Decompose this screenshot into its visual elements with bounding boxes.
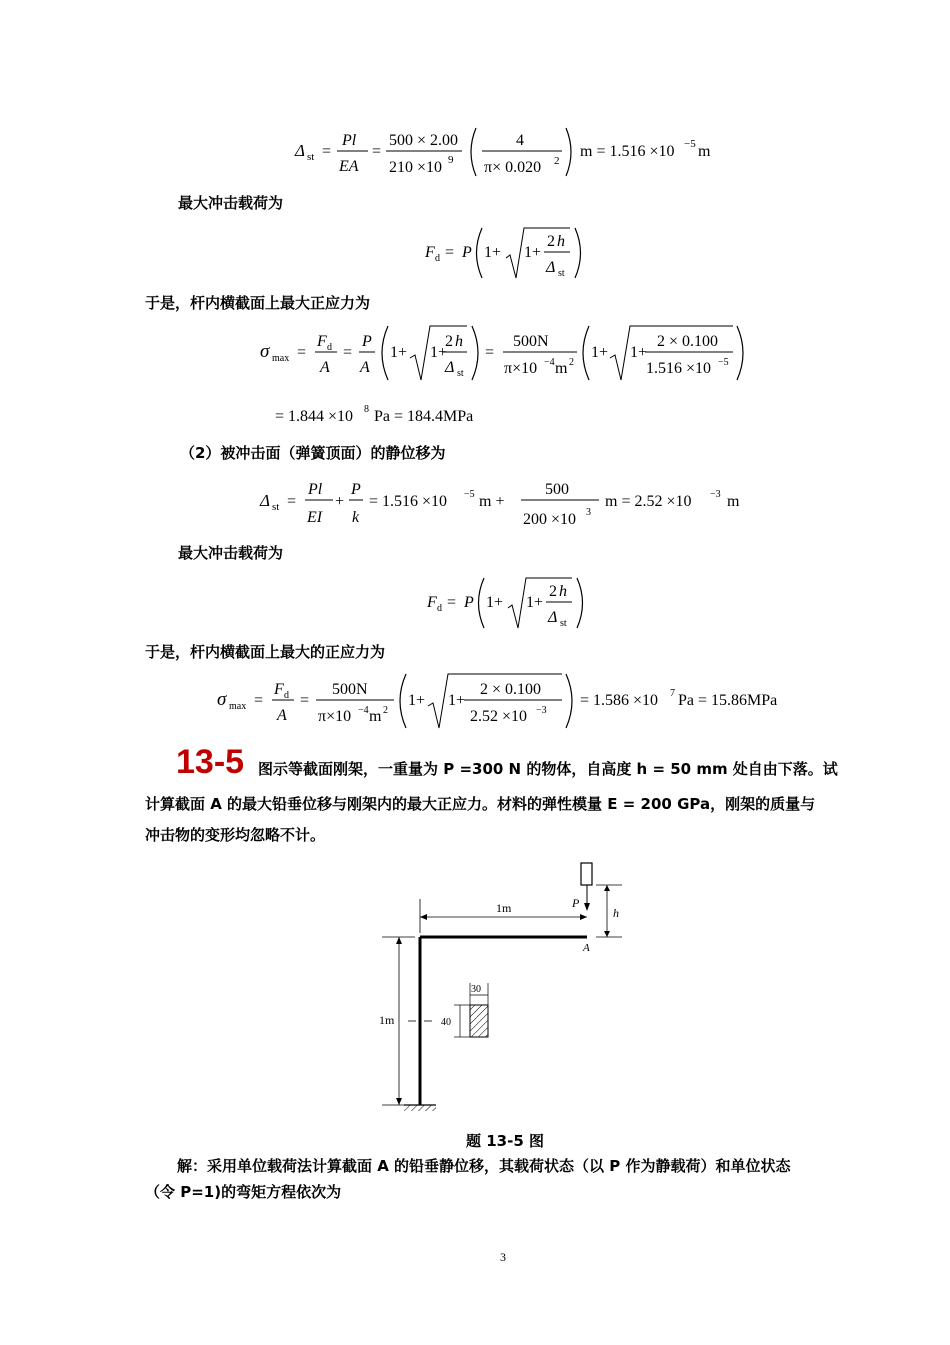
svg-text:Δ: Δ [548, 609, 558, 626]
svg-text:Δ: Δ [445, 359, 455, 376]
stress-intro-1: 于是，杆内横截面上最大正应力为 [145, 294, 371, 312]
svg-text:−3: −3 [710, 489, 721, 500]
solution-line-1: 解：采用单位载荷法计算截面 A 的铅垂静位移，其载荷状态（以 P 作为静载荷）和单位状态 [177, 1157, 791, 1175]
problem-statement-line-3: 冲击物的变形均忽略不计。 [145, 826, 326, 844]
svg-text:=: = [254, 692, 264, 709]
svg-text:2 × 0.100: 2 × 0.100 [480, 681, 542, 698]
svg-text:1+: 1+ [524, 244, 542, 261]
solution-line-2: （令 P=1)的弯矩方程依次为 [145, 1183, 342, 1201]
svg-text:Δ: Δ [295, 141, 305, 160]
svg-text:500N: 500N [332, 681, 368, 698]
svg-text:210 ×10: 210 ×10 [389, 159, 443, 176]
svg-text:h: h [557, 233, 565, 250]
svg-text:1+: 1+ [430, 344, 448, 361]
formula-max-impact-load-2 [422, 572, 592, 634]
svg-text:4: 4 [516, 132, 524, 149]
svg-text:2: 2 [549, 583, 557, 600]
problem-number: 13-5 [176, 743, 245, 781]
max-load-label-2: 最大冲击载荷为 [178, 544, 284, 562]
svg-text:h: h [455, 333, 463, 350]
svg-text:P: P [362, 333, 372, 350]
svg-text:1+: 1+ [630, 344, 648, 361]
label-A: A [583, 942, 590, 954]
svg-text:9: 9 [448, 154, 454, 166]
label-1m-left: 1m [379, 1013, 395, 1027]
svg-text:−5: −5 [684, 138, 696, 150]
svg-text:=: = [447, 594, 457, 611]
label-P: P [572, 896, 580, 910]
svg-text:m = 2.52 ×10: m = 2.52 ×10 [605, 493, 692, 510]
svg-text:−4: −4 [544, 357, 555, 368]
svg-text:8: 8 [364, 404, 369, 415]
svg-text:7: 7 [670, 688, 675, 699]
svg-text:500: 500 [545, 481, 569, 498]
svg-text:1+: 1+ [408, 692, 426, 709]
svg-text:+: + [335, 493, 345, 510]
svg-text:EA: EA [339, 158, 359, 175]
svg-text:m: m [369, 708, 382, 725]
svg-text:m: m [698, 143, 711, 160]
svg-text:k: k [352, 509, 360, 526]
svg-text:−4: −4 [358, 705, 369, 716]
svg-text:A: A [360, 359, 370, 376]
svg-text:500N: 500N [513, 333, 549, 350]
svg-text:1+: 1+ [591, 344, 609, 361]
svg-text:A: A [277, 707, 287, 724]
svg-text:1.516 ×10: 1.516 ×10 [646, 360, 712, 377]
svg-text:1+: 1+ [486, 594, 504, 611]
svg-text:2.52 ×10: 2.52 ×10 [470, 708, 528, 725]
svg-text:π×10: π×10 [504, 360, 538, 377]
svg-text:1+: 1+ [526, 594, 544, 611]
svg-text:d: d [435, 253, 440, 264]
svg-text:st: st [558, 268, 565, 279]
svg-text:=: = [372, 143, 382, 160]
fixed-support-icon [404, 1105, 436, 1111]
problem-statement-line-2: 计算截面 A 的最大铅垂位移与刚架内的最大正应力。材料的弹性模量 E = 200 GPa，刚架的质量与 [145, 795, 816, 813]
svg-text:A: A [320, 359, 330, 376]
svg-text:F: F [427, 594, 437, 611]
max-load-label-1: 最大冲击载荷为 [178, 194, 284, 212]
svg-text:Δ: Δ [546, 259, 556, 276]
label-1m-top: 1m [496, 901, 512, 915]
formula-max-impact-load-1 [420, 222, 590, 284]
svg-text:d: d [284, 690, 289, 701]
svg-text:1+: 1+ [448, 692, 466, 709]
svg-text:2: 2 [383, 705, 388, 716]
svg-text:π×10: π×10 [318, 708, 352, 725]
svg-text:2: 2 [547, 233, 555, 250]
svg-text:−5: −5 [718, 357, 729, 368]
svg-text:F: F [274, 681, 284, 698]
label-h: h [613, 906, 619, 920]
formula-max-stress-1-result [270, 400, 540, 430]
svg-text:=: = [322, 143, 332, 160]
svg-text:1+: 1+ [484, 244, 502, 261]
svg-text:2: 2 [554, 155, 560, 167]
part2-intro: （2）被冲击面（弹簧顶面）的静位移为 [180, 444, 446, 462]
svg-text:m = 1.516 ×10: m = 1.516 ×10 [580, 143, 675, 160]
svg-text:2 × 0.100: 2 × 0.100 [657, 333, 719, 350]
svg-text:m: m [727, 493, 740, 510]
figure-caption: 题 13-5 图 [466, 1132, 544, 1150]
svg-text:P: P [351, 481, 361, 498]
svg-text:Pa = 184.4MPa: Pa = 184.4MPa [374, 408, 474, 425]
svg-text:3: 3 [586, 507, 591, 518]
svg-text:Pa = 15.86MPa: Pa = 15.86MPa [678, 692, 778, 709]
svg-text:2: 2 [445, 333, 453, 350]
svg-text:P: P [462, 244, 472, 261]
svg-text:m: m [555, 360, 568, 377]
svg-text:max: max [272, 353, 290, 364]
svg-text:= 1.844 ×10: = 1.844 ×10 [275, 408, 354, 425]
svg-text:d: d [437, 603, 442, 614]
formula-max-stress-1 [255, 320, 750, 386]
svg-text:max: max [229, 701, 247, 712]
falling-block [581, 863, 592, 885]
svg-text:=: = [485, 344, 495, 361]
formula-static-displacement-2 [255, 470, 755, 532]
svg-text:π× 0.020: π× 0.020 [484, 159, 542, 176]
svg-text:= 1.586 ×10: = 1.586 ×10 [580, 692, 659, 709]
problem-statement-line-1: 图示等截面刚架，一重量为 P =300 N 的物体，自高度 h = 50 mm 处自由下落。试 [258, 760, 838, 778]
stress-intro-2: 于是，杆内横截面上最大的正应力为 [145, 643, 386, 661]
svg-text:m +: m + [479, 493, 505, 510]
svg-text:Pl: Pl [342, 132, 357, 149]
svg-text:st: st [272, 501, 280, 513]
svg-text:=: = [287, 493, 297, 510]
svg-text:2: 2 [569, 357, 574, 368]
svg-text:Pl: Pl [308, 481, 323, 498]
svg-text:500 × 2.00: 500 × 2.00 [389, 132, 459, 149]
svg-text:=: = [445, 244, 455, 261]
formula-static-displacement-1 [290, 118, 730, 182]
formula-max-stress-2 [212, 668, 802, 734]
label-30: 30 [471, 984, 481, 995]
svg-text:st: st [307, 151, 315, 163]
cross-section [470, 1005, 488, 1037]
frame-diagram [370, 855, 640, 1115]
svg-text:st: st [457, 368, 464, 379]
svg-text:=: = [297, 344, 307, 361]
svg-text:F: F [425, 244, 435, 261]
svg-text:200 ×10: 200 ×10 [523, 511, 577, 528]
svg-text:σ: σ [217, 689, 227, 710]
svg-text:−5: −5 [464, 489, 475, 500]
svg-text:1+: 1+ [390, 344, 408, 361]
svg-text:σ: σ [260, 341, 270, 362]
svg-text:Δ: Δ [260, 491, 270, 510]
svg-text:st: st [560, 618, 567, 629]
svg-text:d: d [327, 342, 332, 353]
svg-text:F: F [317, 333, 327, 350]
label-40: 40 [441, 1017, 451, 1028]
svg-text:EI: EI [307, 509, 323, 526]
svg-text:h: h [559, 583, 567, 600]
page-number: 3 [500, 1250, 506, 1264]
svg-text:=: = [300, 692, 310, 709]
svg-text:=: = [343, 344, 353, 361]
svg-text:P: P [464, 594, 474, 611]
svg-text:−3: −3 [536, 705, 547, 716]
load-arrow-icon [584, 903, 590, 911]
svg-text:= 1.516 ×10: = 1.516 ×10 [369, 493, 448, 510]
